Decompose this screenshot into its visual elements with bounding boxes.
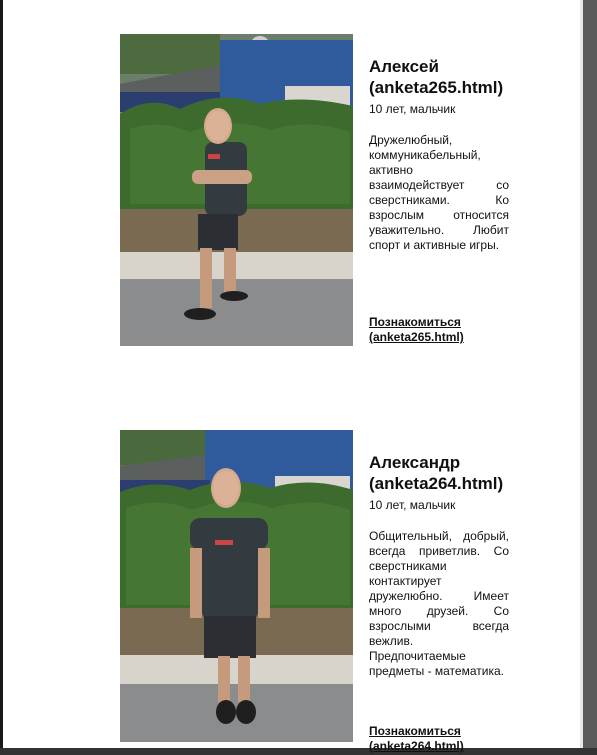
child-photo-image [120,430,353,742]
profile-page-ref: (anketa264.html) [369,474,504,493]
meet-link-2[interactable] [369,724,499,754]
profile-info-1 [369,56,511,253]
left-border [0,0,3,755]
profile-age-gender: 10 лет, мальчик [369,102,456,116]
profile-name: Алексей [369,57,439,76]
profile-name: Александр [369,453,461,472]
child-photo-image [120,34,353,346]
profile-photo-2 [120,430,353,742]
meet-link-1[interactable] [369,315,499,345]
meet-link-ref: (anketa265.html) [369,330,464,344]
profile-description: Общительный, добрый, всегда приветлив. Со сверстниками контактирует дружелюбно. Имеет много друзей. Со взрослыми всегда вежлив. Предпочитаемые предметы - математика. [369,529,509,678]
profile-photo-1 [120,34,353,346]
profile-info-2 [369,452,511,705]
profile-age-gender: 10 лет, мальчик [369,498,456,512]
meet-link-label: Познакомиться [369,315,461,329]
meet-link-ref: (anketa264.html) [369,739,464,753]
profile-description: Дружелюбный, коммуникабельный, активно взаимодействует со сверстниками. Ко взрослым относится уважительно. Любит спорт и активные игры. [369,133,509,252]
bottom-border [0,748,597,755]
meet-link-label: Познакомиться [369,724,461,738]
right-border [580,0,597,755]
profile-page-ref: (anketa265.html) [369,78,504,97]
